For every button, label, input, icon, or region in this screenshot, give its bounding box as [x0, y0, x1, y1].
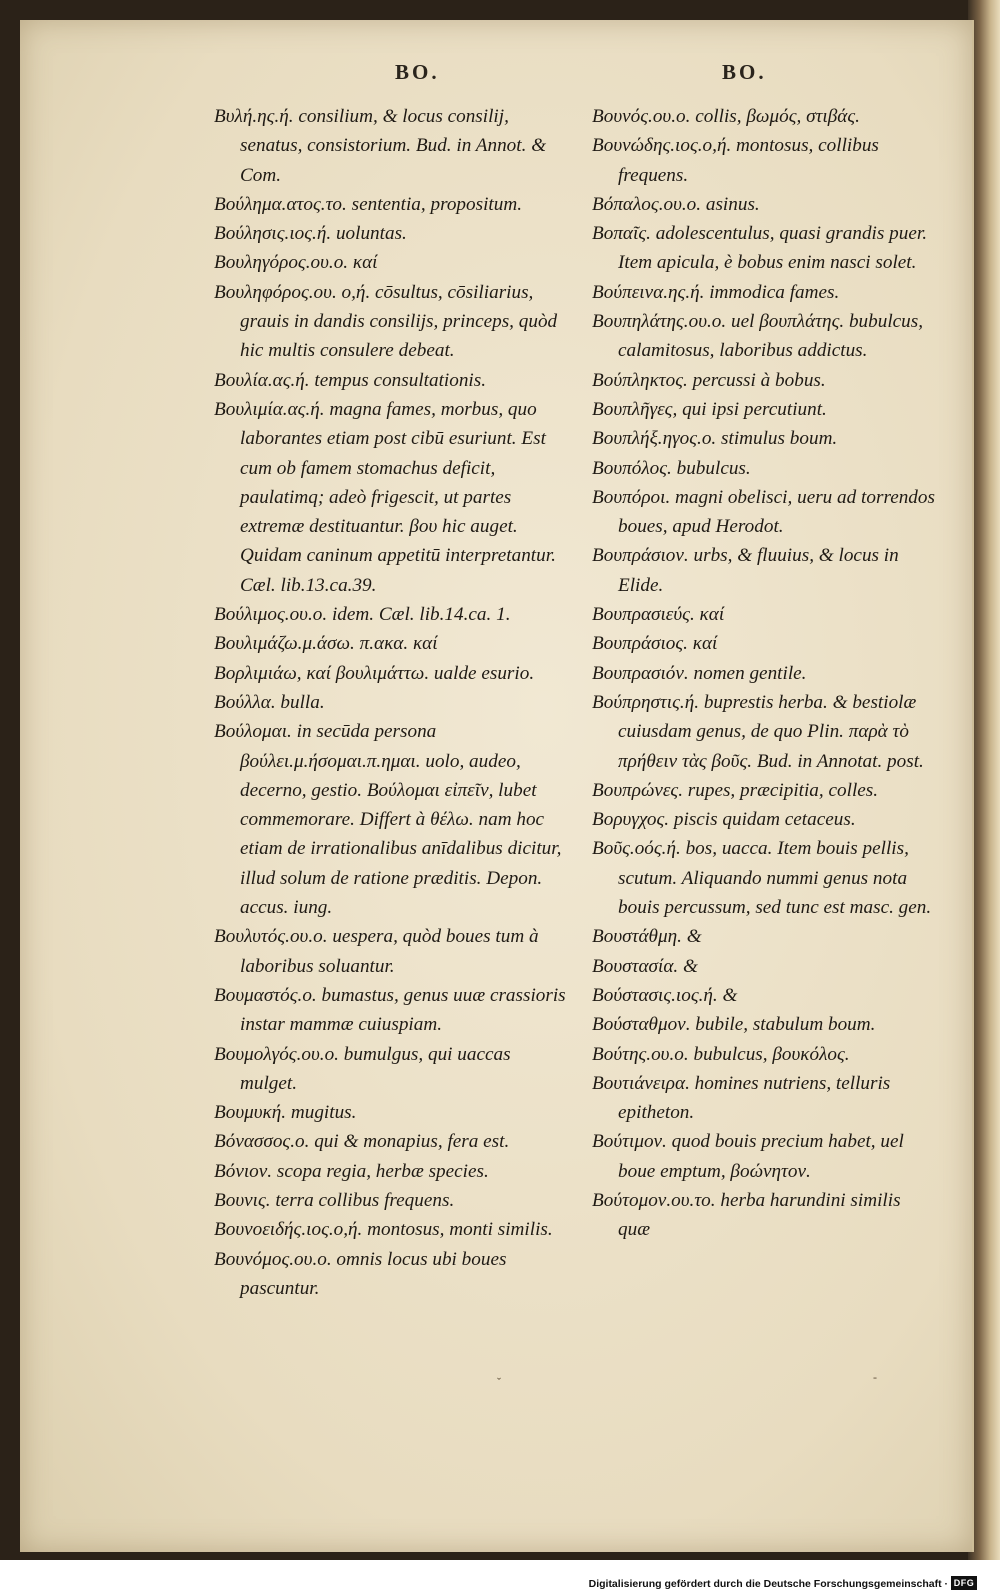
dictionary-entry: Βουνώδης.ιος.ο,ή. montosus, collibus frequens.: [592, 135, 879, 186]
dictionary-entry: Βούτιμον. quod bouis precium habet, uel boue emptum, βοώνητον.: [592, 1131, 904, 1182]
dictionary-entry: Βουλυτός.ου.ο. uespera, quòd boues tum à laboribus soluantur.: [214, 926, 539, 977]
dictionary-entry: Βούλομαι. in secūda persona βούλει.μ.ήσομαι.π.ημαι. uolo, audeo, decerno, gestio. Βούλομαι εἰπεῖν, lubet commemorare. Differt à θέλω. nam hoc etiam de irrationalibus anīdalibus dicitur, illud solum de ratione præditis. Depon. accus. iung.: [214, 721, 562, 919]
right-column: [592, 102, 937, 1245]
dictionary-entry: Βούσταθμον. bubile, stabulum boum.: [592, 1014, 876, 1036]
dictionary-entry: Βουστάθμη. &: [592, 926, 702, 948]
dictionary-entry: Βουπράσιος. καί: [592, 633, 718, 655]
dictionary-entry: Βούλησις.ιος.ή. uoluntas.: [214, 223, 407, 245]
dictionary-entry: Βουνόμος.ου.ο. omnis locus ubi boues pascuntur.: [214, 1248, 507, 1299]
dictionary-entry: Βόνιον. scopa regia, herbæ species.: [214, 1160, 489, 1182]
dictionary-entry: Βούστασις.ιος.ή. &: [592, 984, 738, 1006]
dictionary-entry: Βούτομον.ου.το. herba harundini similis quæ: [592, 1189, 901, 1241]
dictionary-entry: Βουμυκή. mugitus.: [214, 1102, 357, 1124]
dictionary-entry: Βουπόλος. bubulcus.: [592, 457, 751, 479]
page-mark-left: ˇ: [497, 1375, 501, 1389]
dictionary-entry: Βουπρασιόν. nomen gentile.: [592, 662, 807, 684]
dictionary-entry: Βουπρασιεύς. καί: [592, 604, 725, 626]
dictionary-entry: Βουληφόρος.ου. ο,ή. cōsultus, cōsiliarius, grauis in dandis consilijs, princeps, quòd hic multis consulere debeat.: [214, 281, 558, 362]
dictionary-entry: Βορυγχος. piscis quidam cetaceus.: [592, 809, 856, 831]
dictionary-entry: Βουλία.ας.ή. tempus consultationis.: [214, 369, 487, 391]
left-column: [214, 102, 570, 1303]
dictionary-entry: Βουπόροι. magni obelisci, ueru ad torrendos boues, apud Herodot.: [592, 486, 935, 538]
dictionary-entry: Βουληγόρος.ου.ο. καί: [214, 252, 378, 274]
dictionary-entry: Βοῦς.οός.ή. bos, uacca. Item bouis pellis, scutum. Aliquando nummi genus nota bouis percussum, sed tunc est masc. gen.: [592, 838, 932, 919]
dictionary-entry: Βουτιάνειρα. homines nutriens, telluris epitheton.: [592, 1072, 891, 1124]
dictionary-entry: Βουπλήξ.ηγος.ο. stimulus boum.: [592, 428, 838, 450]
dictionary-entry: Βόνασσος.ο. qui & monapius, fera est.: [214, 1131, 510, 1153]
dictionary-entry: Βούπεινα.ης.ή. immodica fames.: [592, 281, 840, 303]
dictionary-entry: Βουμαστός.ο. bumastus, genus uuæ crassioris instar mammæ cuiuspiam.: [214, 984, 566, 1036]
dictionary-entry: Βουπλῆγες, qui ipsi percutiunt.: [592, 398, 827, 420]
dictionary-entry: Βορλιμιάω, καί βουλιμάττω. ualde esurio.: [214, 662, 535, 684]
dictionary-entry: Βουστασία. &: [592, 955, 698, 977]
dictionary-entry: Βουνός.ου.ο. collis, βωμός, στιβάς.: [592, 106, 860, 127]
dictionary-entry: Βούτης.ου.ο. bubulcus, βουκόλος.: [592, 1043, 850, 1065]
dictionary-entry: Βούλημα.ατος.το. sententia, propositum.: [214, 193, 522, 215]
dictionary-entry: Βουπράσιον. urbs, & fluuius, & locus in Elide.: [592, 545, 899, 596]
dictionary-entry: Βουλιμάζω.μ.άσω. π.ακα. καί: [214, 633, 438, 655]
dictionary-entry: Βουμολγός.ου.ο. bumulgus, qui uaccas mulget.: [214, 1043, 511, 1094]
footer-credit: Digitalisierung gefördert durch die Deutsche Forschungsgemeinschaft ·: [588, 1578, 948, 1590]
dictionary-entry: Βούλλα. bulla.: [214, 691, 325, 713]
dictionary-entry: Βόπαλος.ου.ο. asinus.: [592, 193, 760, 215]
dictionary-entry: Βούπρηστις.ή. buprestis herba. & bestiolæ cuiusdam genus, de quo Plin. παρὰ τὸ πρήθειν τὰς βοῦς. Bud. in Annotat. post.: [592, 691, 924, 772]
dictionary-entry: Βυλή.ης.ή. consilium, & locus consilij, senatus, consistorium. Bud. in Annot. & Com.: [214, 106, 547, 186]
dictionary-entry: Βοπαῖς. adolescentulus, quasi grandis puer. Item apicula, è bobus enim nasci solet.: [592, 223, 927, 274]
dictionary-entry: Βουπηλάτης.ου.ο. uel βουπλάτης. bubulcus, calamitosus, laboribus addictus.: [592, 311, 924, 362]
dictionary-entry: Βούλιμος.ου.ο. idem. Cæl. lib.14.ca. 1.: [214, 604, 511, 626]
page-mark-right: -: [873, 1370, 877, 1384]
running-header-left: BO.: [395, 60, 440, 84]
dictionary-entry: Βούπληκτος. percussi à bobus.: [592, 369, 826, 391]
dfg-logo: DFG: [951, 1576, 977, 1590]
dictionary-entry: Βουλιμία.ας.ή. magna fames, morbus, quo laborantes etiam post cibū esuriunt. Est cum ob famem stomachus deficit, paulatimq; adeò frigescit, ut partes extremæ destituantur. βου hic auget. Quidam caninum appetitū interpretantur. Cæl. lib.13.ca.39.: [214, 398, 556, 596]
dictionary-entry: Βουνις. terra collibus frequens.: [214, 1189, 455, 1211]
dictionary-entry: Βουπρώνες. rupes, præcipitia, colles.: [592, 779, 879, 801]
dictionary-entry: Βουνοειδής.ιος.ο,ή. montosus, monti similis.: [214, 1219, 553, 1241]
running-header-right: BO.: [722, 60, 767, 84]
